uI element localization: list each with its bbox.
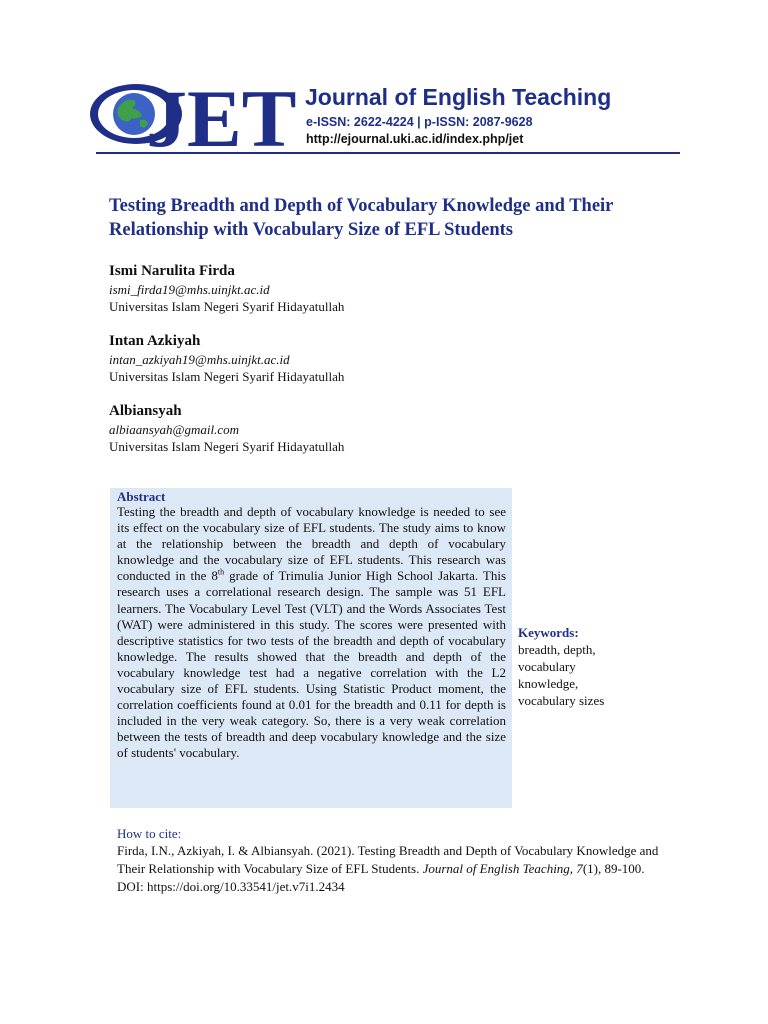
logo-text: JET <box>146 73 297 152</box>
keywords-block <box>518 624 658 709</box>
author-affiliation: Universitas Islam Negeri Syarif Hidayatullah <box>109 439 345 454</box>
jet-logo <box>88 72 300 152</box>
citation-tail[interactable]: (1), 89-100. DOI: https://doi.org/10.33541/jet.v7i1.2434 <box>117 861 645 894</box>
citation-plain: Firda, I.N., Azkiyah, I. & Albiansyah. (2021). Testing Breadth and Depth of Vocabulary Knowledge and Their Relationship with Vocabulary Size of EFL Students. <box>117 843 659 876</box>
author-block <box>109 402 669 455</box>
keyword-item: vocabulary <box>518 659 576 674</box>
author-block <box>109 262 669 315</box>
keyword-item: breadth, depth, <box>518 642 596 657</box>
author-name: Albiansyah <box>109 403 182 419</box>
abstract-box <box>110 488 512 808</box>
citation-heading: How to cite: <box>117 826 182 841</box>
author-email[interactable]: intan_azkiyah19@mhs.uinjkt.ac.id <box>109 352 290 367</box>
keywords-heading: Keywords: <box>518 625 579 640</box>
author-name: Intan Azkiyah <box>109 333 201 349</box>
author-name: Ismi Narulita Firda <box>109 263 235 279</box>
author-affiliation: Universitas Islam Negeri Syarif Hidayatullah <box>109 369 345 384</box>
keyword-item: knowledge, <box>518 676 579 691</box>
citation-block <box>117 825 663 896</box>
journal-url[interactable]: http://ejournal.uki.ac.id/index.php/jet <box>306 132 524 146</box>
abstract-text-sup: th <box>217 568 225 578</box>
author-block <box>109 332 669 385</box>
keywords-list <box>518 641 658 709</box>
journal-issn: e-ISSN: 2622-4224 | p-ISSN: 2087-9628 <box>306 115 533 129</box>
keyword-item: vocabulary sizes <box>518 693 605 708</box>
header-divider <box>96 152 680 154</box>
journal-header <box>88 72 672 156</box>
abstract-text-part2: grade of Trimulia Junior High School Jakarta. This research uses a correlational research design. The sample was 51 EFL learners. The Vocabulary Level Test (VLT) and the Words Associates Test (WAT) were administered in this study. The scores were presented with descriptive statistics for two tests of the breadth and depth of vocabulary knowledge. The results showed that the breadth and depth of the vocabulary knowledge test had a negative correlation with the L2 vocabulary size of EFL students. Using Statistic Product moment, the correlation coefficients found at 0.01 for the breadth and 0.11 for depth is included in the very weak category. So, there is a very weak correlation between the tests of breadth and deep vocabulary knowledge and the size of students' vocabulary. <box>117 568 507 761</box>
author-email[interactable]: ismi_firda19@mhs.uinjkt.ac.id <box>109 282 270 297</box>
paper-title: Testing Breadth and Depth of Vocabulary Knowledge and Their Relationship with Vocabulary Size of EFL Students <box>109 196 614 240</box>
abstract-text-part1: Testing the breadth and depth of vocabulary knowledge is needed to see its effect on the vocabulary size of EFL students. The study aims to know at the relationship between the breadth and depth of vocabulary knowledge and the vocabulary size of EFL students. This research was conducted in the 8 <box>117 504 506 584</box>
abstract-heading: Abstract <box>117 489 166 504</box>
author-affiliation: Universitas Islam Negeri Syarif Hidayatullah <box>109 299 345 314</box>
citation-journal: Journal of English Teaching, 7 <box>422 861 583 876</box>
author-email[interactable]: albiaansyah@gmail.com <box>109 422 240 437</box>
journal-title: Journal of English Teaching <box>305 84 612 110</box>
abstract-text <box>117 504 506 762</box>
citation-text <box>117 842 663 896</box>
